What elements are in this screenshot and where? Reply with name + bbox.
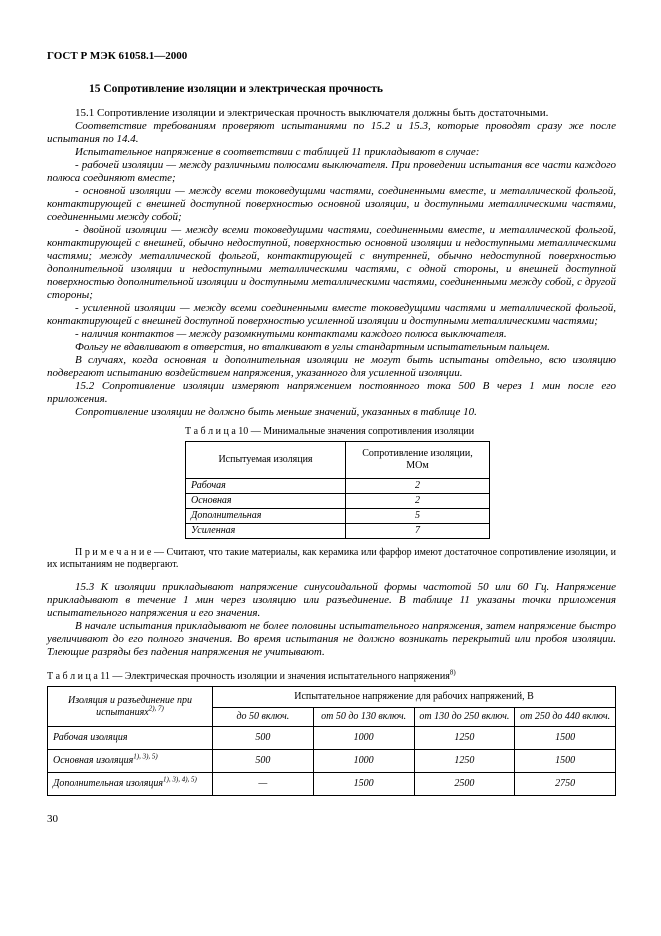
voltage-value-cell: — [213,773,314,796]
note-paragraph: П р и м е ч а н и е — Считают, что такие материалы, как керамика или фарфор имеют достаточное сопротивление изоляции, и их испытаниям не подвергают. [47,547,616,570]
voltage-value-cell: 1500 [515,727,616,750]
voltage-value-cell: 1250 [414,750,515,773]
voltage-value-cell: 1000 [313,750,414,773]
insulation-type-cell: Основная [186,494,346,509]
insulation-type-cell: Дополнительная [186,509,346,524]
section-title: 15 Сопротивление изоляции и электрическая прочность [89,83,383,95]
paragraph: - наличия контактов — между разомкнутыми контактами каждого полюса выключателя. [75,328,507,340]
table-row [186,509,490,524]
table11-header-range-3: от 130 до 250 включ. [414,708,515,727]
table11-header-insulation-text: Изоляция и разъединение при испытаниях [68,694,192,718]
voltage-value-cell: 1250 [414,727,515,750]
table10-header-resistance: Сопротивление изоляции, МОм [346,442,490,479]
section-15-1-paragraphs [47,107,616,419]
table10-caption: Т а б л и ц а 10 — Минимальные значения сопротивления изоляции [185,426,475,437]
table11-header-range-1: до 50 включ. [213,708,314,727]
table10-header-row [186,442,490,479]
insulation-type-cell: Рабочая изоляция [48,727,213,750]
voltage-value-cell: 500 [213,750,314,773]
voltage-value-cell: 500 [213,727,314,750]
table11-header-voltage-group: Испытательное напряжение для рабочих напряжений, В [213,687,616,708]
paragraph: Фольгу не вдавливают в отверстия, но вталкивают в углы стандартным испытательным пальцем. [75,341,550,353]
table-row [48,727,616,750]
paragraph: - двойной изоляции — между всеми токоведущими частями, соединенными вместе, и металлической фольгой, контактирующей с внешней, обычно недоступной, поверхностью основной изоляции и недоступными металлическими частями; между металлической фольгой, контактирующей с внутренней, обычно недоступной поверхностью дополнительной изоляции и недоступными металлическими частями, с одной стороны, и внешней доступной поверхностью дополнительной изоляции и доступными металлическими частями, соединенными между собой, с другой стороны; [47,224,616,301]
table11-body [48,727,616,796]
document-header: ГОСТ Р МЭК 61058.1—2000 [47,50,188,62]
resistance-value-cell: 7 [346,524,490,539]
paragraph: Соответствие требованиям проверяют испытаниями по 15.2 и 15.3, которые проводят сразу же после испытания по 14.4. [47,120,616,145]
table11-caption-footnote-marker: 8) [449,668,456,677]
table-11 [47,686,616,796]
paragraph: - рабочей изоляции — между различными полюсами выключателя. При проведении испытания все части каждого полюса соединяют вместе; [47,159,616,184]
resistance-value-cell: 5 [346,509,490,524]
table-row [186,479,490,494]
table11-header-row-1 [48,687,616,708]
insulation-type-cell: Основная изоляция$^{1), 3), 5)}$ [48,750,213,773]
table-row [48,773,616,796]
table10-header-insulation: Испытуемая изоляция [186,442,346,479]
table11-header-insulation [48,687,213,727]
table10-body [186,479,490,539]
footnote-marker: 1), 3), 4), 5) [163,775,197,784]
paragraph: 15.3 К изоляции прикладывают напряжение синусоидальной формы частотой 50 или 60 Гц. Напряжение прикладывают в течение 1 мин через изоляцию или разъединение. В таблице 11 указаны точки приложения испытательного напряжения и его значения. [47,581,616,619]
insulation-type-cell: Дополнительная изоляция$^{1), 3), 4), 5)}$ [48,773,213,796]
table-row [48,750,616,773]
insulation-type-cell: Усиленная [186,524,346,539]
voltage-value-cell: 1500 [515,750,616,773]
table11-caption-text: Т а б л и ц а 11 — Электрическая прочность изоляции и значения испытательного напряжения [47,671,450,682]
paragraph: 15.2 Сопротивление изоляции измеряют напряжением постоянного тока 500 В через 1 мин после его приложения. [47,380,616,405]
table11-header-range-4: от 250 до 440 включ. [515,708,616,727]
footnote-marker: 1), 3), 5) [133,752,158,761]
voltage-value-cell: 2750 [515,773,616,796]
voltage-value-cell: 1000 [313,727,414,750]
table-10 [185,441,490,539]
resistance-value-cell: 2 [346,494,490,509]
paragraph: 15.1 Сопротивление изоляции и электрическая прочность выключателя должны быть достаточными. [75,107,549,119]
voltage-value-cell: 2500 [414,773,515,796]
paragraph: В начале испытания прикладывают не более половины испытательного напряжения, затем напряжение быстро увеличивают до его полного значения. Во время испытания не должно возникать перекрытий или пробоя изоляции. Тлеющие разряды без падения напряжения не учитывают. [47,620,616,658]
section-15-3-paragraphs [47,581,616,659]
table-row [186,494,490,509]
table11-caption [47,668,616,683]
paragraph: В случаях, когда основная и дополнительная изоляции не могут быть испытаны отдельно, всю изоляцию подвергают испытанию воздействием напряжения, указанного для усиленной изоляции. [47,354,616,379]
paragraph: Испытательное напряжение в соответствии с таблицей 11 прикладывают в случае: [75,146,480,158]
table11-header-footnote-marker: 2), 7) [148,704,164,713]
page-number: 30 [47,813,58,825]
resistance-value-cell: 2 [346,479,490,494]
paragraph: - основной изоляции — между всеми токоведущими частями, соединенными вместе, и металлической фольгой, контактирующей с внешней доступной поверхностью основной изоляции, и доступными металлическими частями, соединенными между собой; [47,185,616,223]
table-row [186,524,490,539]
voltage-value-cell: 1500 [313,773,414,796]
paragraph: Сопротивление изоляции не должно быть меньше значений, указанных в таблице 10. [75,406,477,418]
paragraph: - усиленной изоляции — между всеми соединенными вместе токоведущими частями и металлической фольгой, контактирующей с внешней доступной поверхностью усиленной изоляции и доступными металлическими частями; [47,302,616,327]
insulation-type-cell: Рабочая [186,479,346,494]
table11-header-range-2: от 50 до 130 включ. [313,708,414,727]
